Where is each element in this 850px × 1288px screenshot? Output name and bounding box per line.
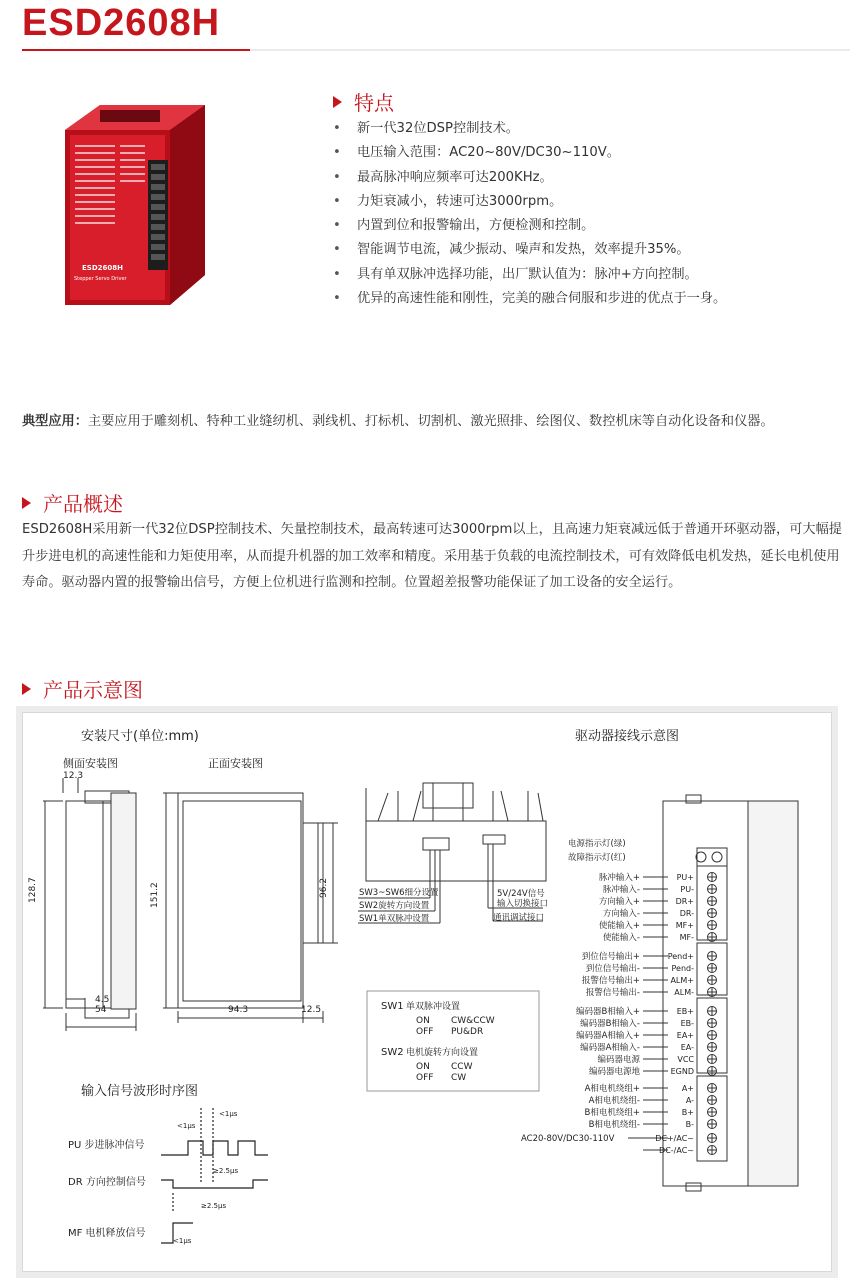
timing-t5: <1μs [173,1237,192,1245]
terminal-code-label: Pend- [671,964,694,973]
led-label-power: 电源指示灯(绿) [568,839,626,849]
timing-t1: <1μs [219,1110,238,1118]
list-item: • 最高脉冲响应频率可达200KHz。 [333,166,833,190]
triangle-marker-icon [333,96,342,108]
terminal-function-label: 编码器电源 [597,1055,640,1065]
terminal-code-label: B- [685,1120,694,1129]
side-view-title: 侧面安装图 [63,757,118,770]
terminal-code-label: EA+ [676,1031,694,1040]
terminal-code-label: EB+ [676,1007,694,1016]
side-view-drawing [43,778,136,1031]
features-list [333,117,833,311]
overview-heading-text: 产品概述 [43,492,123,516]
terminal-code-label: ALM- [674,988,694,997]
port-label-switch: 输入切换接口 [497,899,549,909]
terminal-function-label: 到位信号输出- [585,964,640,974]
terminal-code-label: VCC [677,1055,694,1064]
terminal-function-label: 编码器B相输入- [580,1019,640,1029]
terminal-code-label: PU- [680,885,694,894]
list-item: • 力矩衰减小，转速可达3000rpm。 [333,190,833,214]
dim-12-5: 12.5 [301,1005,322,1015]
page-title: ESD2608H [22,2,221,44]
terminal-code-label: A- [685,1096,694,1105]
dim-54: 54 [95,1005,107,1015]
sw2-name: SW2 [381,1047,404,1058]
sw1-off-value: PU&DR [451,1027,484,1037]
terminal-code-label: A+ [681,1084,694,1093]
terminal-function-label: B相电机绕组+ [584,1108,640,1118]
list-item: • 优异的高速性能和刚性，完美的融合伺服和步进的优点于一身。 [333,287,833,311]
timing-t2: <1μs [177,1122,196,1130]
terminal-code-label: DC-/AC~ [659,1146,694,1155]
timing-title: 输入信号波形时序图 [81,1084,199,1099]
front-view-drawing [163,793,338,1023]
triangle-marker-icon [22,497,31,509]
overview-heading [22,488,123,517]
sw1-on: ON [416,1016,430,1026]
led-label-fault: 故障指示灯(红) [568,853,626,863]
terminal-function-label: 到位信号输出+ [581,952,640,962]
sw2-on: ON [416,1062,430,1072]
terminal-function-label: 脉冲输入- [602,885,640,895]
terminal-function-label: B相电机绕组- [588,1120,640,1130]
terminal-function-label: 使能输入- [602,933,640,943]
terminal-function-label: 报警信号输出- [585,988,640,998]
terminal-code-label: MF+ [675,921,694,930]
features-heading-text: 特点 [354,91,394,115]
fault-led-icon [712,852,722,862]
terminal-code-label: PU+ [676,873,694,882]
dim-151-2: 151.2 [150,882,160,908]
overview-paragraph: ESD2608H采用新一代32位DSP控制技术、矢量控制技术，最高转速可达3000rpm以上，且高速力矩衰减远低于普通开环驱动器，可大幅提升步进电机的高速性能和力矩使用率，从而提升机器的加工效率和精度。采用基于负载的电流控制技术，可有效降低电机发热，延长电机使用寿命。驱动器内置的报警输出信号，方便上位机进行监测和控制。位置超差报警功能保证了加工设备的安全运行。 [22,522,842,590]
terminal-list [521,872,717,1155]
product-sub-label: Stepper Servo Driver [74,276,127,282]
terminal-code-label: DC+/AC~ [655,1134,694,1143]
heatsink-drawing [366,783,546,881]
application-label: 典型应用： [22,414,88,429]
list-item: • 电压输入范围：AC20~80V/DC30~110V。 [333,141,833,165]
timing-t4: ≥2.5μs [201,1202,227,1210]
terminal-function-label: 编码器电源地 [588,1067,640,1077]
wiring-title: 驱动器接线示意图 [575,729,680,744]
list-item: • 智能调节电流，减少振动、噪声和发热，效率提升35%。 [333,238,833,262]
dim-4-5: 4.5 [95,995,110,1005]
terminal-function-label: 编码器A相输入+ [576,1031,640,1041]
terminal-code-label: Pend+ [667,952,694,961]
title-underline [22,49,850,51]
product-image [60,100,210,310]
timing-dr-label: DR 方向控制信号 [68,1177,146,1188]
timing-pu-label: PU 步进脉冲信号 [68,1140,145,1151]
timing-mf-label: MF 电机释放信号 [68,1228,146,1239]
diagram-heading [22,674,143,703]
install-title: 安装尺寸(单位:mm) [81,729,199,744]
terminal-function-label: 方向输入- [602,909,640,919]
terminal-function-label: 报警信号输出+ [581,976,640,986]
timing-t3: ≥2.5μs [213,1167,239,1175]
application-text: 主要应用于雕刻机、特种工业缝纫机、剥线机、打标机、切割机、激光照排、绘图仪、数控机床等自动化设备和仪器。 [87,414,774,429]
terminal-function-label: 编码器B相输入+ [576,1007,640,1017]
triangle-marker-icon [22,683,31,695]
terminal-function-label: 编码器A相输入- [580,1043,640,1053]
terminal-function-label: AC20-80V/DC30-110V [521,1134,615,1144]
list-item: • 新一代32位DSP控制技术。 [333,117,833,141]
terminal-code-label: DR+ [675,897,694,906]
switch-label-sw3-sw6: SW3~SW6细分设置 [359,888,439,898]
diagram-panel [22,712,832,1272]
sw2-off: OFF [416,1073,434,1083]
sw2-title: 电机旋转方向设置 [406,1048,479,1058]
sw2-on-value: CCW [451,1062,473,1072]
dim-12-3: 12.3 [63,771,84,781]
front-view-title: 正面安装图 [208,757,263,770]
features-heading [333,87,394,116]
product-model-label: ESD2608H [82,264,123,272]
application-paragraph [22,409,850,435]
dim-128-7: 128.7 [28,877,38,903]
terminal-code-label: ALM+ [670,976,694,985]
terminal-function-label: 方向输入+ [598,897,640,907]
terminal-function-label: 使能输入+ [598,921,640,931]
dim-94-3: 94.3 [228,1005,249,1015]
terminal-code-label: EGND [670,1067,694,1076]
terminal-code-label: DR- [679,909,694,918]
port-label-signal: 5V/24V信号 [497,889,545,899]
sw1-name: SW1 [381,1001,404,1012]
terminal-code-label: B+ [681,1108,694,1117]
sw2-off-value: CW [451,1073,467,1083]
switch-label-sw2: SW2旋转方向设置 [359,901,430,911]
terminal-code-label: EA- [680,1043,694,1052]
port-label-comm: 通讯调试接口 [493,913,545,923]
sw1-on-value: CW&CCW [451,1016,495,1026]
terminal-function-label: A相电机绕组- [588,1096,640,1106]
switch-label-sw1: SW1单双脉冲设置 [359,914,430,924]
sw1-title: 单双脉冲设置 [406,1002,461,1012]
diagram-heading-text: 产品示意图 [43,678,143,702]
dim-96-2: 96.2 [319,877,329,898]
terminal-function-label: 脉冲输入+ [598,873,640,883]
terminal-function-label: A相电机绕组+ [584,1084,640,1094]
sw1-off: OFF [416,1027,434,1037]
terminal-code-label: EB- [680,1019,694,1028]
list-item: • 内置到位和报警输出，方便检测和控制。 [333,214,833,238]
terminal-code-label: MF- [679,933,694,942]
list-item: • 具有单双脉冲选择功能，出厂默认值为：脉冲+方向控制。 [333,263,833,287]
